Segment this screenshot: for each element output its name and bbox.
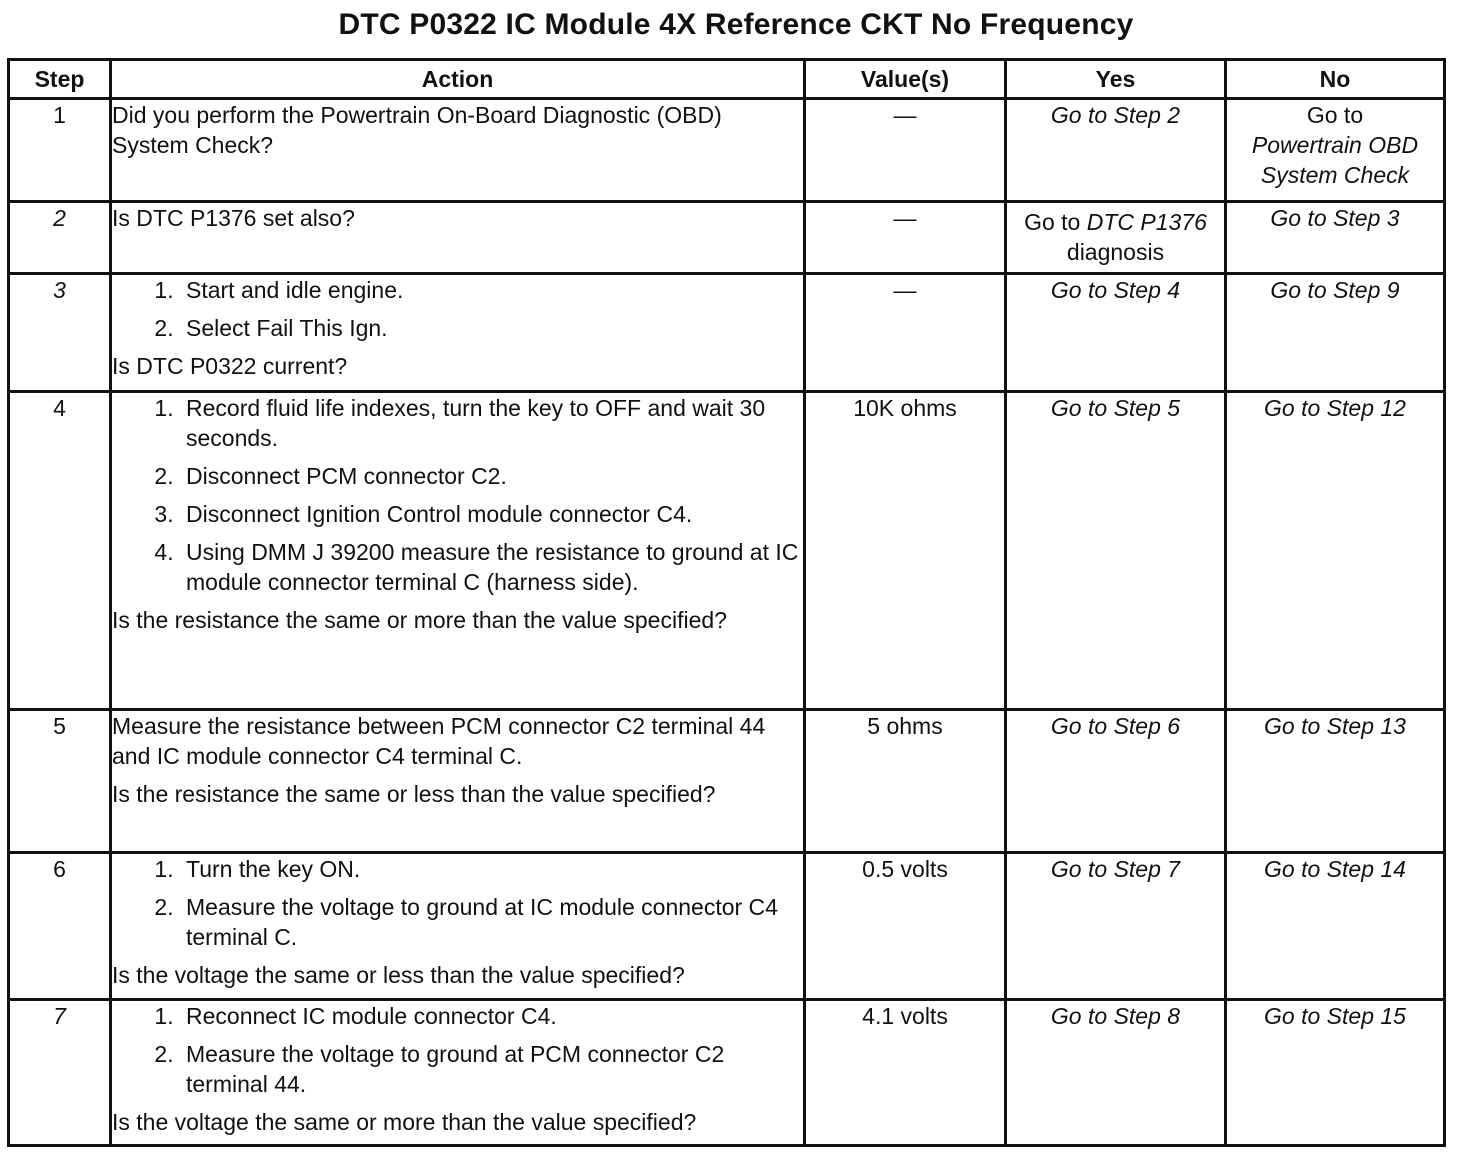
action-steps-list <box>112 1001 803 1099</box>
step-number: 6 <box>9 853 111 1000</box>
value-cell: — <box>805 99 1006 202</box>
action-steps-list <box>112 275 803 343</box>
yes-cell: Go to Step 8 <box>1006 1000 1226 1146</box>
no-cell: Go to Step 13 <box>1226 710 1445 853</box>
value-cell: 10K ohms <box>805 392 1006 710</box>
action-steps-list <box>112 393 803 597</box>
value-cell: 5 ohms <box>805 710 1006 853</box>
action-step-item: 1. Turn the key ON. <box>180 854 803 884</box>
action-cell <box>111 202 805 274</box>
no-cell: Go to Step 15 <box>1226 1000 1445 1146</box>
action-text: Measure the resistance between PCM connector C2 terminal 44 and IC module connector C4 terminal C. <box>112 713 766 769</box>
header-no: No <box>1226 60 1445 99</box>
no-cell: Go to Step 3 <box>1226 202 1445 274</box>
step-number: 2 <box>9 202 111 274</box>
value-cell: — <box>805 274 1006 392</box>
no-cell: Go to Step 14 <box>1226 853 1445 1000</box>
action-question: Is the voltage the same or less than the value specified? <box>112 962 685 988</box>
header-action: Action <box>111 60 805 99</box>
table-row-step-1 <box>9 99 1445 202</box>
no-cell: Go to Step 9 <box>1226 274 1445 392</box>
header-row <box>9 60 1445 99</box>
header-step: Step <box>9 60 111 99</box>
yes-prefix: Go to <box>1024 209 1081 235</box>
header-yes: Yes <box>1006 60 1226 99</box>
action-cell <box>111 99 805 202</box>
page-title: DTC P0322 IC Module 4X Reference CKT No Frequency <box>338 8 1134 41</box>
yes-cell: Go to Step 5 <box>1006 392 1226 710</box>
table-row-step-6 <box>9 853 1445 1000</box>
step-number: 4 <box>9 392 111 710</box>
step-number: 5 <box>9 710 111 853</box>
action-step-item: 2. Measure the voltage to ground at IC module connector C4 terminal C. <box>180 892 803 952</box>
action-steps-list <box>112 854 803 952</box>
action-cell <box>111 1000 805 1146</box>
action-cell <box>111 274 805 392</box>
action-text: Is DTC P1376 set also? <box>112 205 355 231</box>
diagnostic-table <box>7 58 1446 1147</box>
action-step-item: 1. Reconnect IC module connector C4. <box>180 1001 803 1031</box>
yes-cell: Go to Step 7 <box>1006 853 1226 1000</box>
no-cell <box>1226 99 1445 202</box>
yes-cell: Go to Step 6 <box>1006 710 1226 853</box>
action-step-item: 2. Measure the voltage to ground at PCM connector C2 terminal 44. <box>180 1039 803 1099</box>
action-cell <box>111 710 805 853</box>
table-row-step-5 <box>9 710 1445 853</box>
step-number: 1 <box>9 99 111 202</box>
table-row-step-7 <box>9 1000 1445 1146</box>
yes-cell: Go to Step 2 <box>1006 99 1226 202</box>
action-question: Is the voltage the same or more than the value specified? <box>112 1109 697 1135</box>
table-row-step-4 <box>9 392 1445 710</box>
table-row-step-2 <box>9 202 1445 274</box>
table-row-step-3 <box>9 274 1445 392</box>
action-step-item: 4. Using DMM J 39200 measure the resistance to ground at IC module connector terminal C (harness side). <box>180 537 803 597</box>
no-text-line1: Go to <box>1306 102 1364 128</box>
action-step-item: 1. Record fluid life indexes, turn the key to OFF and wait 30 seconds. <box>180 393 803 453</box>
no-cell: Go to Step 12 <box>1226 392 1445 710</box>
header-values: Value(s) <box>805 60 1006 99</box>
action-question: Is DTC P0322 current? <box>112 353 348 379</box>
action-step-item: 2. Select Fail This Ign. <box>180 313 803 343</box>
yes-cell: Go to Step 4 <box>1006 274 1226 392</box>
yes-suffix: diagnosis <box>1066 239 1165 265</box>
action-cell <box>111 853 805 1000</box>
action-step-item: 3. Disconnect Ignition Control module connector C4. <box>180 499 803 529</box>
yes-dtc-ref: DTC P1376 <box>1086 209 1207 235</box>
action-step-item: 2. Disconnect PCM connector C2. <box>180 461 803 491</box>
yes-cell <box>1006 202 1226 274</box>
value-cell: — <box>805 202 1006 274</box>
action-cell <box>111 392 805 710</box>
value-cell: 0.5 volts <box>805 853 1006 1000</box>
step-number: 3 <box>9 274 111 392</box>
value-cell: 4.1 volts <box>805 1000 1006 1146</box>
action-step-item: 1. Start and idle engine. <box>180 275 803 305</box>
action-text: Did you perform the Powertrain On-Board Diagnostic (OBD) System Check? <box>112 102 722 158</box>
no-text-line2: Powertrain OBD System Check <box>1251 132 1419 188</box>
step-number: 7 <box>9 1000 111 1146</box>
action-question: Is the resistance the same or more than the value specified? <box>112 607 727 633</box>
action-question: Is the resistance the same or less than the value specified? <box>112 781 716 807</box>
